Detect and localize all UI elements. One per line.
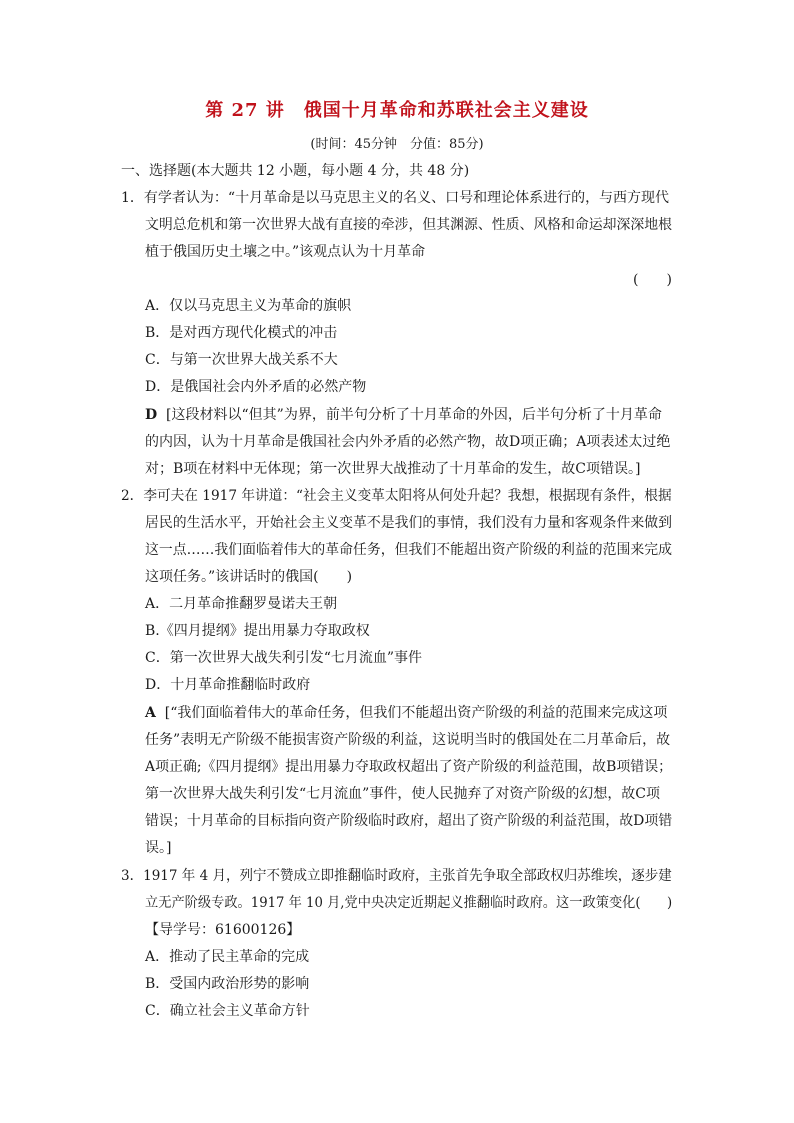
q2-stem-line-1: 2．李可夫在 1917 年讲道：“社会主义变革太阳将从何处升起？我想，根据现有条件，根据: [121, 488, 672, 504]
q2-explanation-line-4: 第一次世界大战失利引发“七月流血”事件，使人民抛弃了对资产阶级的幻想，故C项: [145, 786, 661, 802]
q2-explanation-line-6: 误。]: [145, 840, 172, 856]
q1-answer: D: [145, 407, 158, 423]
q2-option-a: A．二月革命推翻罗曼诺夫王朝: [145, 596, 338, 612]
q3-stem-line-2: 立无产阶级专政。1917 年 10 月,党中央决定近期起义推翻临时政府。这一政策变化( ): [145, 895, 673, 911]
q2-explanation-text-1: [“我们面临着伟大的革命任务，但我们不能超出资产阶级的利益的范围来完成这项: [164, 705, 668, 721]
q1-explanation-line-2: 的内因，认为十月革命是俄国社会内外矛盾的必然产物，故D项正确；A项表述太过绝: [145, 434, 671, 450]
q1-explanation-line-1: [145, 405, 662, 425]
page-title: 第 27 讲 俄国十月革命和苏联社会主义建设: [205, 100, 589, 121]
q2-stem-line-2: 居民的生活水平，开始社会主义变革不是我们的事情，我们没有力量和客观条件来做到: [145, 515, 672, 531]
q3-guide-number: 【导学号：61600126】: [145, 922, 301, 938]
q3-stem-line-1: 3．1917 年 4 月，列宁不赞成立即推翻临时政府，主张首先争取全部政权归苏维埃，逐步建: [121, 868, 672, 884]
q2-option-d: D．十月革命推翻临时政府: [145, 677, 311, 693]
q2-stem-line-4: 这项任务。”该讲话时的俄国( ): [145, 569, 353, 585]
q2-option-c: C．第一次世界大战失利引发“七月流血”事件: [145, 650, 423, 666]
q2-explanation-line-5: 错误；十月革命的目标指向资产阶级临时政府，超出了资产阶级的利益范围，故D项错: [145, 813, 673, 829]
q1-explanation-line-3: 对；B项在材料中无体现；第一次世界大战推动了十月革命的发生，故C项错误。]: [145, 461, 641, 477]
q1-stem-line-1: 1．有学者认为：“十月革命是以马克思主义的名义、口号和理论体系进行的，与西方现代: [121, 190, 670, 206]
time-score-info: (时间：45分钟 分值：85分): [310, 137, 484, 152]
q1-stem-line-2: 文明总危机和第一次世界大战有直接的牵涉，但其渊源、性质、风格和命运却深深地根: [145, 217, 672, 233]
q2-explanation-line-1: [145, 703, 667, 723]
q3-option-c: C．确立社会主义革命方针: [145, 1003, 310, 1019]
q1-option-b: B．是对西方现代化模式的冲击: [145, 325, 338, 341]
q1-stem-line-3: 植于俄国历史土壤之中。”该观点认为十月革命: [145, 244, 426, 260]
q1-explanation-text-1: [这段材料以“但其”为界，前半句分析了十月革命的外因，后半句分析了十月革命: [166, 407, 662, 423]
q1-answer-blank: ( ): [633, 272, 672, 288]
q1-option-a: A．仅以马克思主义为革命的旗帜: [145, 298, 352, 314]
q1-option-d: D．是俄国社会内外矛盾的必然产物: [145, 379, 367, 395]
q2-answer: A: [145, 705, 156, 721]
section-heading: 一、选择题(本大题共 12 小题，每小题 4 分，共 48 分): [121, 163, 470, 179]
q3-option-b: B．受国内政治形势的影响: [145, 976, 310, 992]
q2-option-b: B.《四月提纲》提出用暴力夺取政权: [145, 623, 370, 639]
q2-stem-line-3: 这一点……我们面临着伟大的革命任务，但我们不能超出资产阶级的利益的范围来完成: [145, 542, 672, 558]
q2-explanation-line-3: A项正确;《四月提纲》提出用暴力夺取政权超出了资产阶级的利益范围，故B项错误；: [145, 759, 673, 775]
q3-option-a: A．推动了民主革命的完成: [145, 949, 310, 965]
q1-option-c: C．与第一次世界大战关系不大: [145, 352, 338, 368]
q2-explanation-line-2: 任务”表明无产阶级不能损害资产阶级的利益，这说明当时的俄国处在二月革命后，故: [145, 732, 671, 748]
